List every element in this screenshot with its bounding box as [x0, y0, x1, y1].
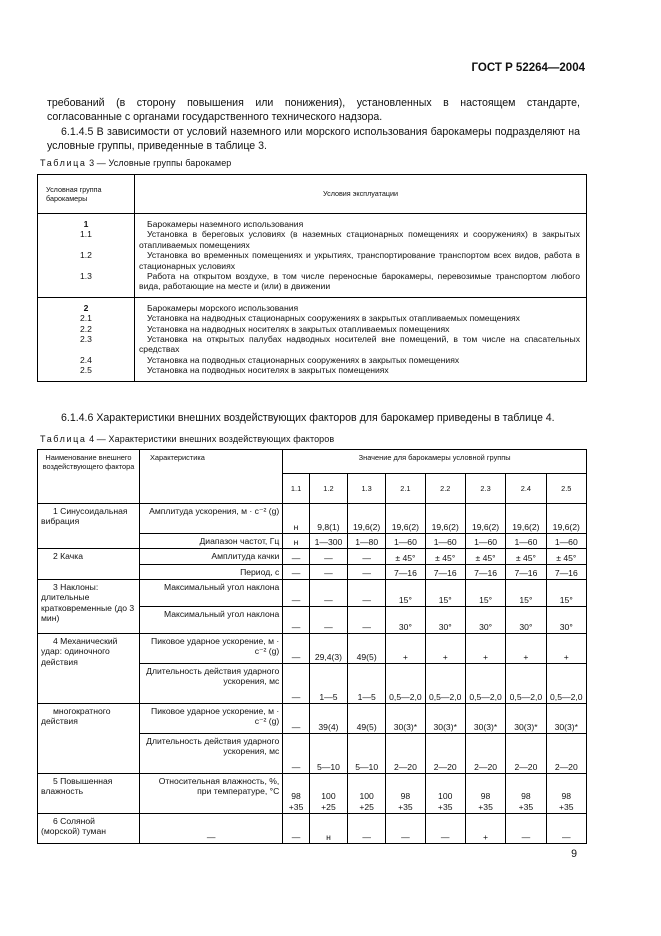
humidity-value: 98 — [400, 791, 411, 802]
factor-4-char-4: Длительность действия ударного ускорения, мс — [139, 734, 282, 774]
table4-value-cell: 2—20 — [386, 734, 425, 774]
table4-value-cell: 7—16 — [465, 565, 505, 580]
table3-condition-text: Установка в береговых условиях (в наземных стационарных помещениях и сооружениях) в закрытых отапливаемых помещениях — [139, 229, 580, 250]
table4-value-cell: — — [348, 565, 386, 580]
table4-value-cell: 7—16 — [425, 565, 465, 580]
table3-caption-rest: 3 — Условные группы барокамер — [86, 158, 232, 168]
table4-value-cell: 30° — [465, 607, 505, 634]
table4-value-cell: 2—20 — [425, 734, 465, 774]
table4-value-cell: — — [283, 734, 310, 774]
table3 — [37, 174, 587, 382]
table3-group-number: 1.2 — [38, 250, 135, 271]
table4-value-cell: 0,5—2,0 — [386, 664, 425, 704]
table4-value-cell: — — [506, 814, 546, 844]
table3-condition-text: Установка на подводных носителях в закрытых помещениях — [147, 365, 389, 376]
table4-value-cell: ± 45° — [465, 549, 505, 565]
table4-value-cell: 1—5 — [348, 664, 386, 704]
table4-value-cell: — — [283, 634, 310, 664]
factor-2-char-1: Амплитуда качки — [139, 549, 282, 565]
table3-row — [38, 313, 587, 323]
table4-value-cell: — — [283, 664, 310, 704]
table4-value-cell: 7—16 — [386, 565, 425, 580]
table4-value-cell: — — [309, 607, 347, 634]
humidity-value: 98 — [480, 791, 491, 802]
table3-condition-cell — [135, 214, 587, 230]
table4-value-cell: 1—5 — [309, 664, 347, 704]
table4-value-cell: 2—20 — [506, 734, 546, 774]
table4-value-cell: 1—60 — [425, 534, 465, 549]
factor-1-name: 1 Синусоидальная вибрация — [38, 504, 140, 549]
table4-group-header: 2.2 — [425, 474, 465, 504]
table3-row — [38, 334, 587, 355]
table4-value-cell: — — [309, 565, 347, 580]
factor-4-char-2: Длительность действия ударного ускорения, мс — [139, 664, 282, 704]
table4-value-cell: 30° — [425, 607, 465, 634]
factor-4-char-3: Пиковое ударное ускорение, м · с⁻² (g) — [139, 704, 282, 734]
factor-6-name: 6 Соляной (морской) туман — [38, 814, 140, 844]
table4-value-cell — [386, 774, 425, 814]
table4-value-cell: — — [386, 814, 425, 844]
table4-header-characteristic: Характеристика — [139, 450, 282, 504]
factor-5-char-b: при температуре, °С — [197, 786, 280, 797]
table4-value-cell: — — [546, 814, 586, 844]
table4-value-cell: 19,6(2) — [348, 504, 386, 534]
humidity-value: 100 — [321, 791, 336, 802]
intro-paragraph-1 — [47, 96, 580, 154]
table3-condition-cell — [135, 229, 587, 250]
intro-para1-text: требований (в сторону повышения или понижения), установленных в настоящем стандарте, согласованные с органами государственного технического надзора. — [47, 97, 580, 124]
table4-value-cell: ± 45° — [506, 549, 546, 565]
table3-condition-cell — [135, 313, 587, 323]
table4-group-header: 2.3 — [465, 474, 505, 504]
table4-group-header: 1.1 — [283, 474, 310, 504]
table4-value-cell: + — [546, 634, 586, 664]
table4-value-cell — [425, 774, 465, 814]
humidity-value: 100 — [438, 791, 453, 802]
table4-value-cell: 1—60 — [546, 534, 586, 549]
table4-header-values: Значение для барокамеры условной группы — [283, 450, 587, 474]
table3-condition-cell — [135, 334, 587, 355]
table4-value-cell: 49(5) — [348, 634, 386, 664]
factor-3-char-2: Максимальный угол наклона — [139, 607, 282, 634]
temperature-value: +35 — [398, 801, 413, 812]
table4-value-cell: 0,5—2,0 — [425, 664, 465, 704]
table4-value-cell: 1—60 — [386, 534, 425, 549]
table3-group-number: 1.1 — [38, 229, 135, 250]
table3-condition-cell — [135, 324, 587, 334]
table4-caption-word: Таблица — [40, 434, 87, 444]
table4-value-cell: — — [283, 565, 310, 580]
table3-row — [38, 229, 587, 250]
humidity-value: 98 — [561, 791, 572, 802]
table4-value-cell: 1—80 — [348, 534, 386, 549]
table4-value-cell: 49(5) — [348, 704, 386, 734]
table3-group-number: 2.3 — [38, 334, 135, 355]
table4-value-cell: ± 45° — [546, 549, 586, 565]
table3-col1-header: Условная группа барокамеры — [38, 175, 135, 214]
table3-group-number: 2.1 — [38, 313, 135, 323]
table4-value-cell: 1—300 — [309, 534, 347, 549]
table4-value-cell: 30° — [506, 607, 546, 634]
table4-value-cell: ± 45° — [425, 549, 465, 565]
table4-value-cell: — — [425, 814, 465, 844]
temperature-value: +35 — [288, 801, 304, 812]
table4-value-cell: 2—20 — [465, 734, 505, 774]
table4-value-cell: — — [283, 814, 310, 844]
table3-group-number: 1 — [38, 214, 135, 230]
table4-value-cell: 7—16 — [546, 565, 586, 580]
table4-caption-rest: 4 — Характеристики внешних воздействующих факторов — [86, 434, 335, 444]
table3-body — [38, 214, 587, 382]
table4-value-cell: н — [283, 504, 310, 534]
temperature-value: +35 — [559, 801, 574, 812]
table4-value-cell: — — [283, 704, 310, 734]
table3-group-number: 2.4 — [38, 355, 135, 365]
table4-value-cell: — — [283, 580, 310, 607]
factor-4b-name: многократного действия — [38, 704, 140, 774]
table4-value-cell: 5—10 — [348, 734, 386, 774]
table4-group-header: 2.1 — [386, 474, 425, 504]
table3-condition-text: Установка во временных помещениях и укрытиях, транспортирование транспортом всех видов, работа в стационарных условиях — [139, 250, 580, 271]
factor-6-char: — — [139, 814, 282, 844]
table4-group-header: 1.3 — [348, 474, 386, 504]
table3-condition-cell — [135, 355, 587, 365]
table3-condition-text: Установка на надводных носителях в закрытых отапливаемых помещениях — [147, 323, 450, 334]
page-number: 9 — [571, 848, 577, 860]
table3-row — [38, 297, 587, 313]
table4-value-cell: 15° — [506, 580, 546, 607]
table4-value-cell: + — [425, 634, 465, 664]
humidity-value: 98 — [521, 791, 531, 802]
table4-value-cell — [546, 774, 586, 814]
table4-value-cell: + — [465, 814, 505, 844]
table4-value-cell: 19,6(2) — [506, 504, 546, 534]
table4-value-cell — [506, 774, 546, 814]
intro-para2-text: 6.1.4.5 В зависимости от условий наземного или морского использования барокамеры подразделяют на условные группы, приведенные в таблице 3. — [47, 125, 580, 153]
table3-row — [38, 214, 587, 230]
document-header: ГОСТ Р 52264—2004 — [471, 62, 585, 74]
table4-value-cell: 30(3)* — [465, 704, 505, 734]
table3-condition-text: Установка на подводных стационарных сооружениях в закрытых помещениях — [147, 354, 460, 365]
table4-value-cell: ± 45° — [386, 549, 425, 565]
table4-group-header: 2.4 — [506, 474, 546, 504]
table3-group-number: 1.3 — [38, 271, 135, 297]
table4-value-cell: — — [348, 580, 386, 607]
table4-value-cell: 30(3)* — [425, 704, 465, 734]
table4-value-cell: 1—60 — [465, 534, 505, 549]
table3-col2-header: Условия эксплуатации — [135, 175, 587, 214]
factor-1-char-2: Диапазон частот, Гц — [139, 534, 282, 549]
factor-5-char-a: Относительная влажность, %, — [158, 776, 280, 786]
factor-5-name: 5 Повышенная влажность — [38, 774, 140, 814]
factor-2-char-2: Период, с — [139, 565, 282, 580]
table3-row — [38, 324, 587, 334]
table3-condition-text: Установка на открытых палубах надводных носителей вне помещений, в том числе на спасательных средствах — [139, 334, 580, 355]
table4-value-cell: 0,5—2,0 — [546, 664, 586, 704]
humidity-value: 98 — [291, 791, 301, 802]
table4-value-cell: + — [386, 634, 425, 664]
table4-value-cell: 30° — [386, 607, 425, 634]
table4-value-cell: 19,6(2) — [546, 504, 586, 534]
table3-condition-cell — [135, 297, 587, 313]
table4-value-cell: 0,5—2,0 — [506, 664, 546, 704]
table4-value-cell: — — [283, 607, 310, 634]
temperature-value: +25 — [359, 801, 374, 812]
table4-value-cell: + — [506, 634, 546, 664]
table4-value-cell: 30(3)* — [506, 704, 546, 734]
temperature-value: +25 — [321, 801, 336, 812]
table4-value-cell: н — [309, 814, 347, 844]
table3-caption-word: Таблица — [40, 158, 87, 168]
table4-value-cell: 5—10 — [309, 734, 347, 774]
table3-condition-cell — [135, 250, 587, 271]
table4-value-cell: — — [309, 580, 347, 607]
temperature-value: +35 — [518, 801, 534, 812]
table4-value-cell: 15° — [546, 580, 586, 607]
table3-condition-text: Установка на надводных стационарных сооружениях в закрытых отапливаемых помещениях — [147, 313, 520, 324]
table4-value-cell: 19,6(2) — [425, 504, 465, 534]
table4-value-cell: 29,4(3) — [309, 634, 347, 664]
table3-condition-text: Работа на открытом воздухе, в том числе переносные барокамеры, перевозимые транспортом любого вида, работающие на месте и (или) в движении — [139, 271, 580, 292]
factor-3-name: 3 Наклоны: длительные кратковременные (до 3 мин) — [38, 580, 140, 634]
table4-value-cell: — — [309, 549, 347, 565]
table3-group-number: 2.2 — [38, 324, 135, 334]
table4-value-cell: 19,6(2) — [465, 504, 505, 534]
temperature-value: +35 — [437, 801, 453, 812]
factor-4-char-1: Пиковое ударное ускорение, м · с⁻² (g) — [139, 634, 282, 664]
table4-value-cell — [348, 774, 386, 814]
table4-value-cell: 39(4) — [309, 704, 347, 734]
table4-value-cell: 0,5—2,0 — [465, 664, 505, 704]
table4-value-cell: 15° — [386, 580, 425, 607]
table4-header-factor: Наименование внешнего воздействующего фактора — [38, 450, 140, 504]
factor-4-name: 4 Механический удар: одиночного действия — [38, 634, 140, 704]
table4-value-cell: н — [283, 534, 310, 549]
factor-3-char-1: Максимальный угол наклона — [139, 580, 282, 607]
table3-condition-cell — [135, 271, 587, 297]
table4-group-header: 1.2 — [309, 474, 347, 504]
table4-value-cell: 9,8(1) — [309, 504, 347, 534]
table4-value-cell: 30(3)* — [386, 704, 425, 734]
factor-2-name: 2 Качка — [38, 549, 140, 580]
table4-group-header: 2.5 — [546, 474, 586, 504]
table3-caption — [40, 158, 231, 168]
table4-caption — [40, 434, 334, 444]
table3-condition-text: Барокамеры наземного использования — [147, 219, 304, 229]
table4-value-cell: — — [348, 814, 386, 844]
table3-condition-cell — [135, 365, 587, 381]
table4-value-cell: 7—16 — [506, 565, 546, 580]
table3-row — [38, 271, 587, 297]
table3-row — [38, 250, 587, 271]
factor-5-char — [139, 774, 282, 814]
humidity-value: 100 — [359, 791, 374, 802]
table4-value-cell: 30(3)* — [546, 704, 586, 734]
table3-row — [38, 355, 587, 365]
table4-value-cell: 15° — [465, 580, 505, 607]
table4-value-cell: + — [465, 634, 505, 664]
table3-condition-text: Барокамеры морского использования — [147, 302, 299, 313]
table4-value-cell — [465, 774, 505, 814]
table4-value-cell: — — [348, 549, 386, 565]
table4-value-cell: 2—20 — [546, 734, 586, 774]
table4 — [37, 449, 587, 844]
table4-value-cell: 30° — [546, 607, 586, 634]
table4-value-cell: — — [348, 607, 386, 634]
table3-row — [38, 365, 587, 381]
table4-value-cell: 15° — [425, 580, 465, 607]
table4-value-cell — [283, 774, 310, 814]
temperature-value: +35 — [478, 801, 493, 812]
table3-group-number: 2 — [38, 297, 135, 313]
table4-value-cell: — — [283, 549, 310, 565]
table4-value-cell: 19,6(2) — [386, 504, 425, 534]
table3-group-number: 2.5 — [38, 365, 135, 381]
factor-1-char-1: Амплитуда ускорения, м · с⁻² (g) — [139, 504, 282, 534]
table4-value-cell — [309, 774, 347, 814]
middle-paragraph: 6.1.4.6 Характеристики внешних воздействующих факторов для барокамер приведены в таблице 4. — [61, 412, 555, 424]
table4-value-cell: 1—60 — [506, 534, 546, 549]
